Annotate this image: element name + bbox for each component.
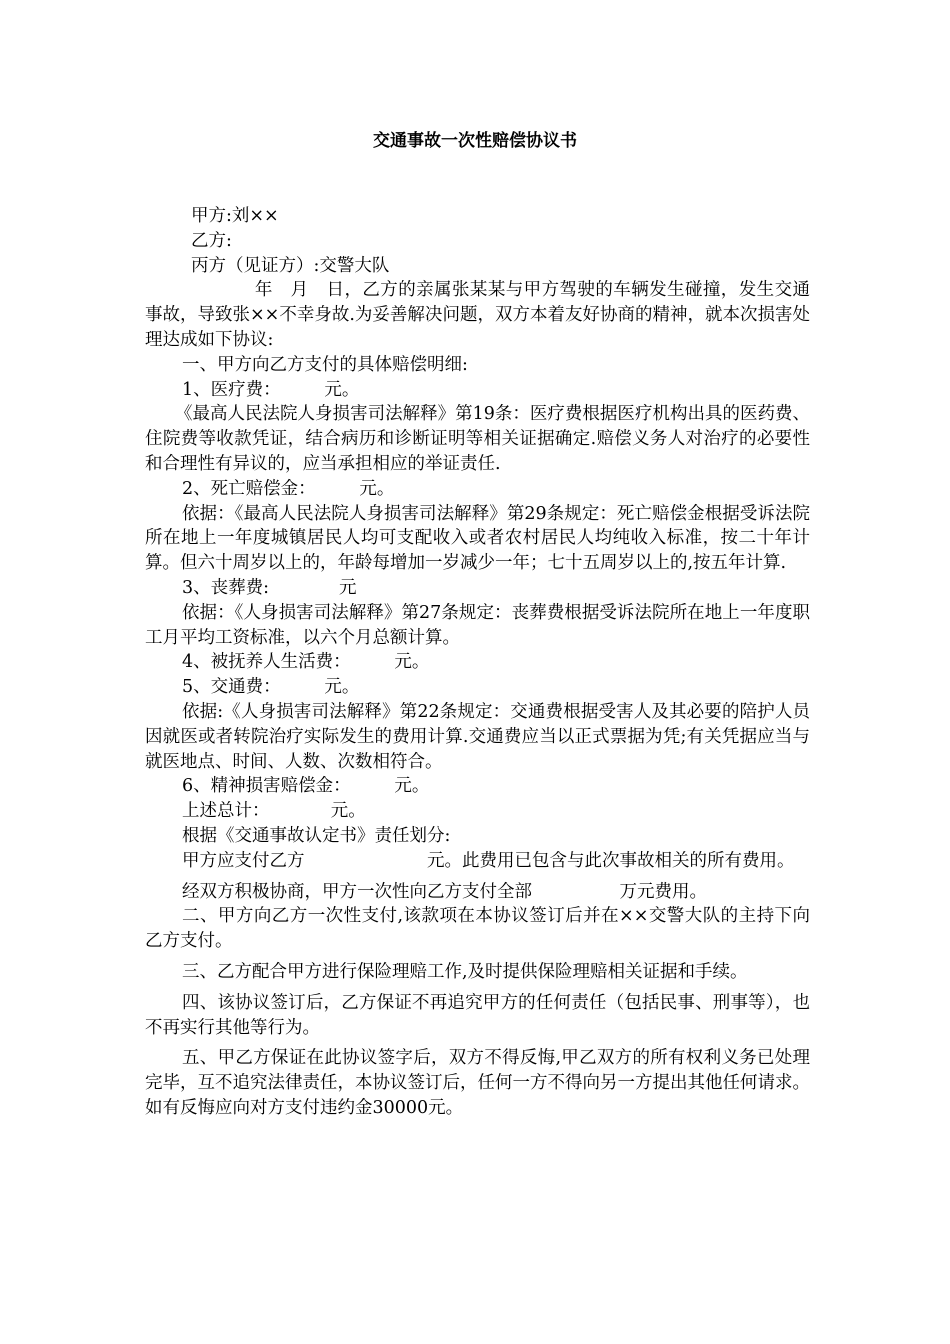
item-funeral: 3、丧葬费: 元 <box>182 577 357 598</box>
party-c: 丙方（见证方）:交警大队 <box>191 255 390 276</box>
clause-3: 三、乙方配合甲方进行保险理赔工作,及时提供保险理赔相关证据和手续。 <box>182 961 748 982</box>
item-dependent-living: 4、被抚养人生活费： 元。 <box>182 652 430 673</box>
clause-5: 五、甲乙方保证在此协议签字后，双方不得反悔,甲乙双方的所有权利义务已处理完毕，互不追究法律责任，本协议签订后，任何一方不得向另一方提出其他任何请求。如有反悔应向对方支付违约金30000元。 <box>145 1048 810 1118</box>
payment-paragraph: 甲方应支付乙方 元。此费用已包含与此次事故相关的所有费用。 <box>182 850 795 871</box>
item-medical: 1、医疗费： 元。 <box>182 379 360 400</box>
negotiation-paragraph: 经双方积极协商，甲方一次性向乙方支付全部 万元费用。 <box>182 881 707 902</box>
party-a: 甲方:刘×× <box>191 206 279 226</box>
item-death-compensation: 2、死亡赔偿金： 元。 <box>182 478 395 499</box>
total-line: 上述总计： 元。 <box>182 801 366 822</box>
clause-2: 二、甲方向乙方一次性支付,该款项在本协议签订后并在××交警大队的主持下向乙方支付。 <box>145 906 810 952</box>
section1-title: 一、甲方向乙方支付的具体赔偿明细: <box>182 354 468 375</box>
party-b: 乙方: <box>191 230 232 251</box>
document-title: 交通事故一次性赔偿协议书 <box>373 131 577 151</box>
basis-transport: 依据:《人身损害司法解释》第22条规定：交通费根据受害人及其必要的陪护人员因就医或者转院治疗实际发生的费用计算.交通费应当以正式票据为凭;有关凭据应当与就医地点、时间、人数、次数相符合。 <box>145 701 810 772</box>
liability-line: 根据《交通事故认定书》责任划分: <box>182 825 451 846</box>
basis-death-compensation: 依据：《最高人民法院人身损害司法解释》第29条规定：死亡赔偿金根据受诉法院所在地上一年度城镇居民人均可支配收入或者农村居民人均纯收入标准，按二十年计算。但六十周岁以上的，年龄每增加一岁减少一年；七十五周岁以上的,按五年计算. <box>145 503 810 574</box>
intro-paragraph: 年 月 日，乙方的亲属张某某与甲方驾驶的车辆发生碰撞，发生交通事故，导致张××不幸身故.为妥善解决问题，双方本着友好协商的精神，就本次损害处理达成如下协议: <box>145 280 810 350</box>
document-body <box>145 204 810 1121</box>
basis-medical: 《最高人民法院人身损害司法解释》第19条：医疗费根据医疗机构出具的医药费、住院费等收款凭证，结合病历和诊断证明等相关证据确定.赔偿义务人对治疗的必要性和合理性有异议的，应当承担相应的举证责任. <box>145 404 810 474</box>
clause-4: 四、该协议签订后，乙方保证不再追究甲方的任何责任（包括民事、刑事等），也不再实行其他等行为。 <box>145 992 810 1038</box>
item-transport: 5、交通费： 元。 <box>182 677 360 698</box>
item-mental-damage: 6、精神损害赔偿金： 元。 <box>182 776 430 797</box>
basis-funeral: 依据：《人身损害司法解释》第27条规定：丧葬费根据受诉法院所在地上一年度职工月平均工资标准，以六个月总额计算。 <box>145 602 810 648</box>
